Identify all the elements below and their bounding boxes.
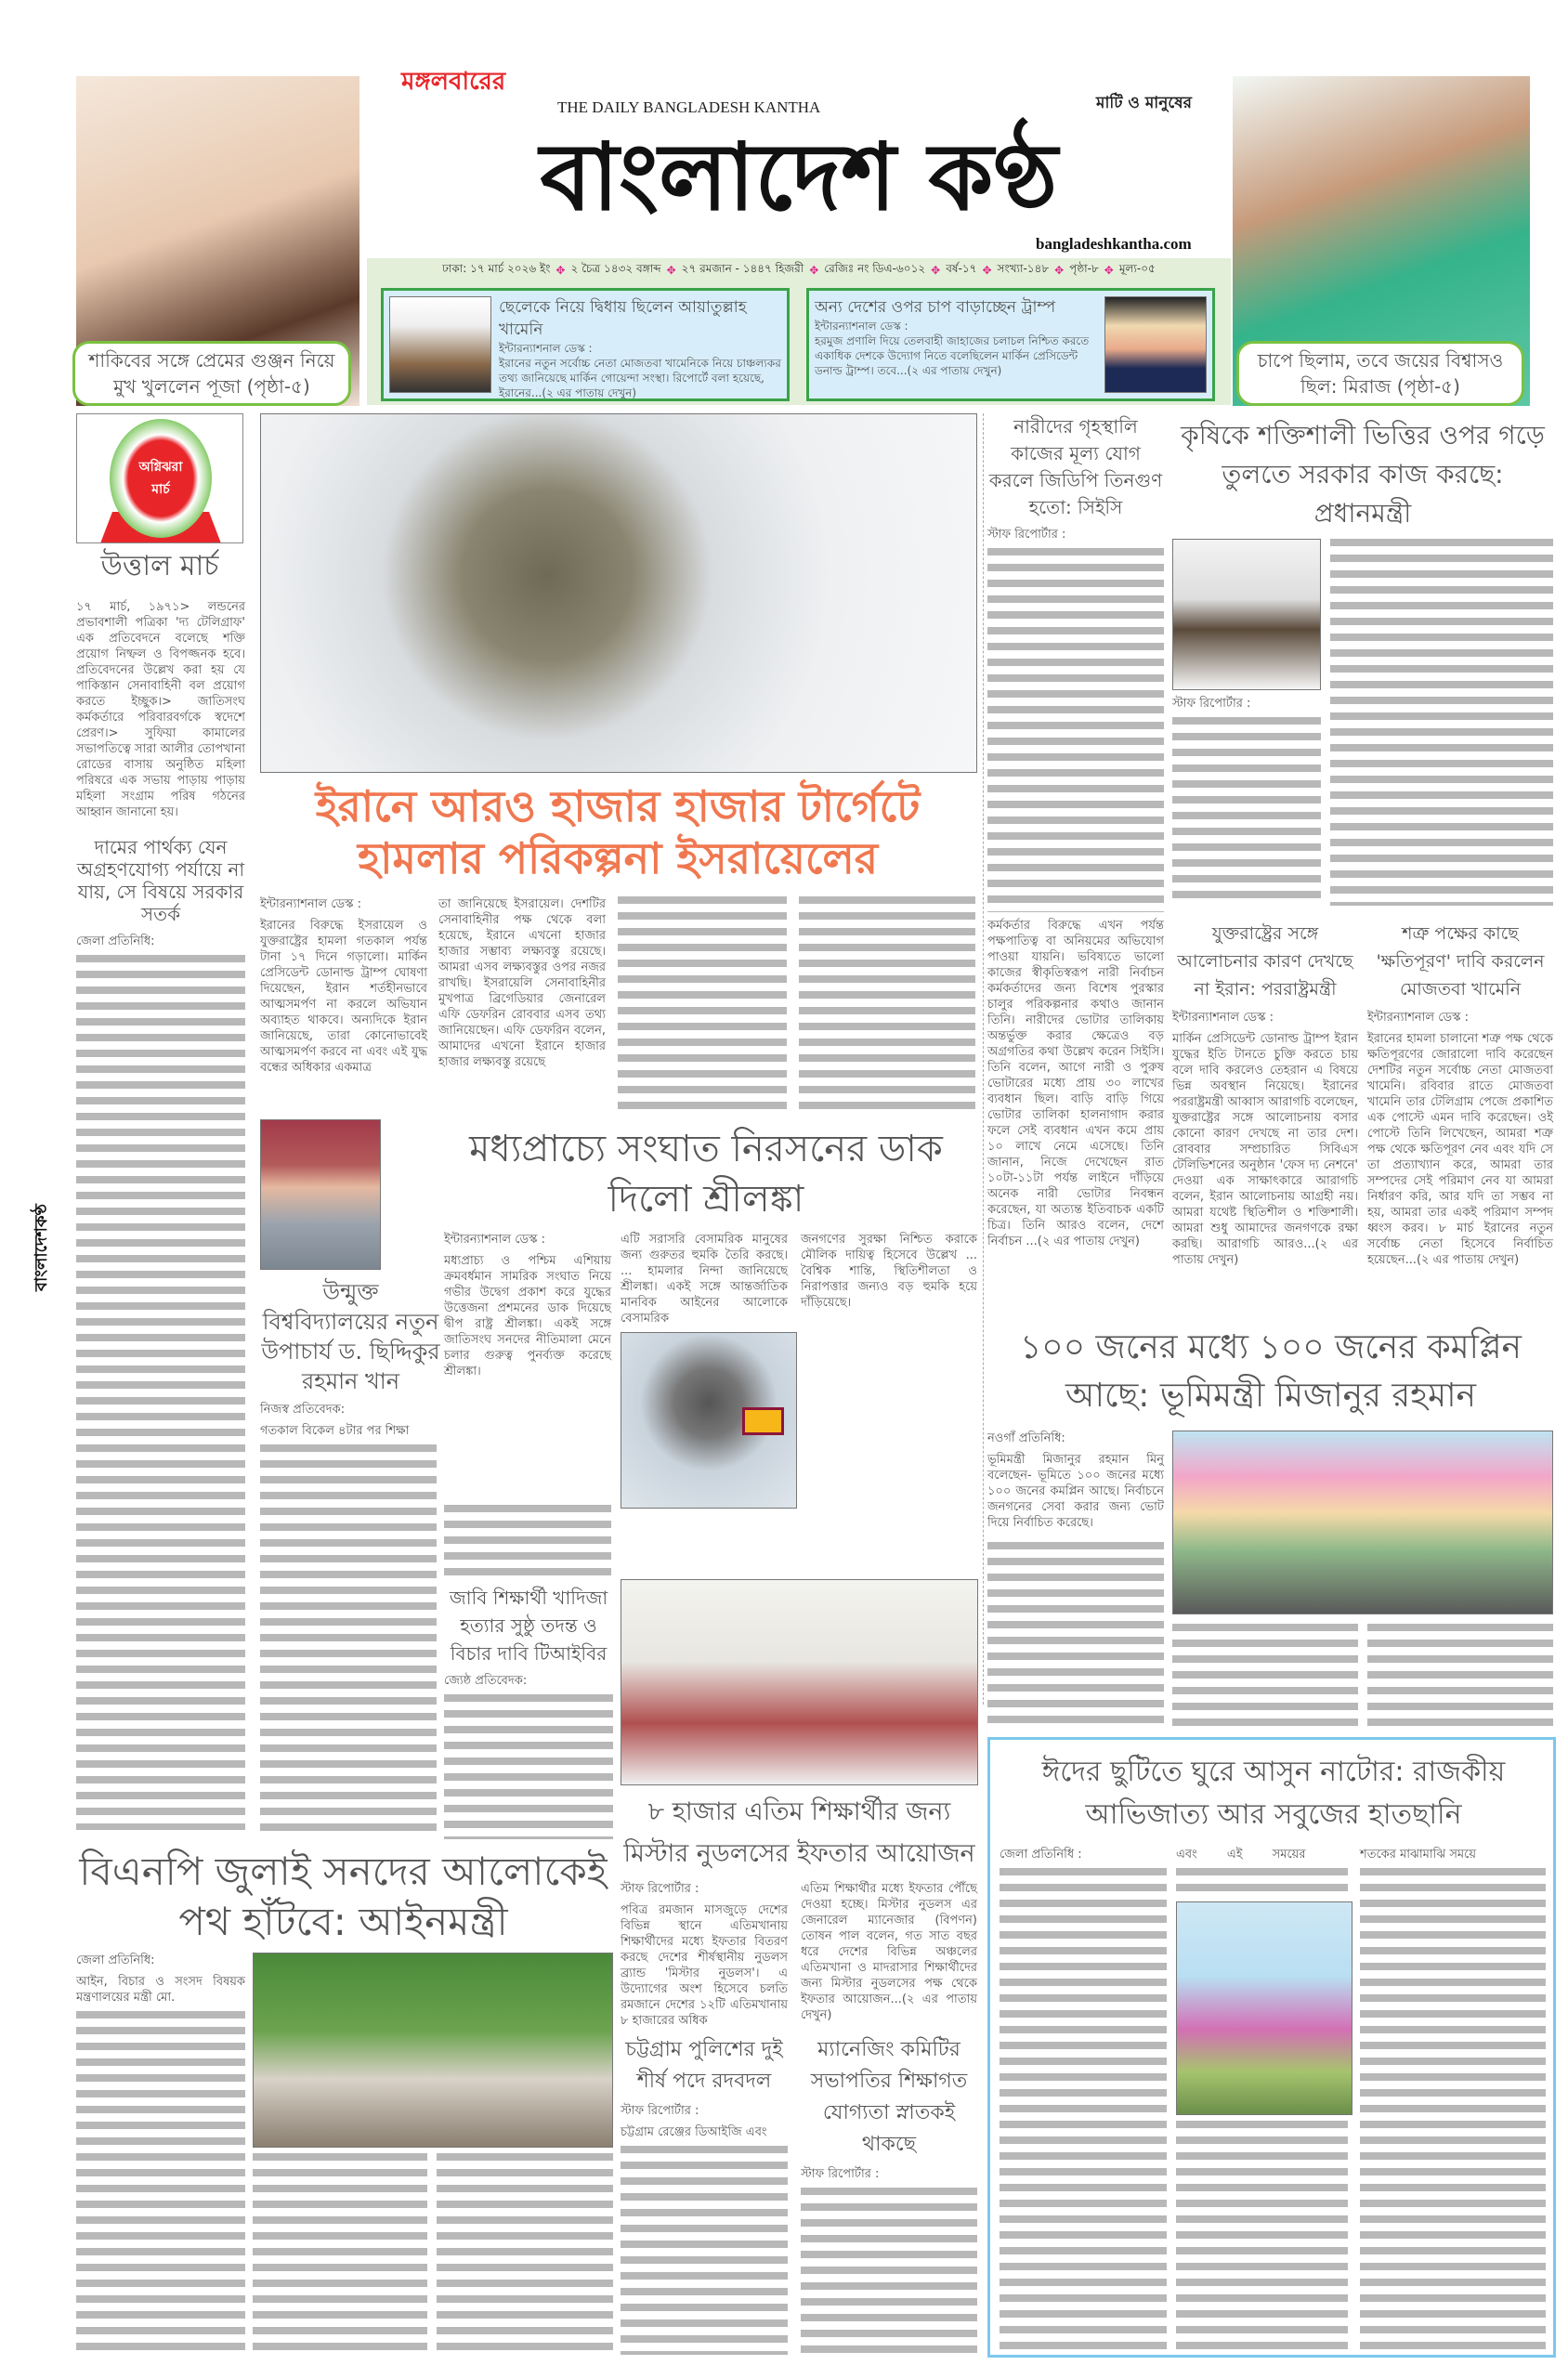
teaser-trump[interactable] <box>806 288 1215 401</box>
bnp-byline: জেলা প্রতিনিধি: <box>76 1953 155 1967</box>
eid-feature-box <box>987 1737 1556 2358</box>
price-headline[interactable]: দামের পার্থক্য যেন অগ্রহণযোগ্য পর্যায়ে না যায়, সে বিষয়ে সরকার সতর্ক <box>76 836 245 925</box>
trump-photo <box>1104 296 1207 393</box>
tagline: মাটি ও মানুষের <box>1096 94 1192 112</box>
compensation-byline: ইন্টারন্যাশনাল ডেস্ক : <box>1367 1011 1469 1025</box>
jabi-byline: জ্যেষ্ঠ প্রতিবেদক: <box>444 1674 528 1688</box>
dateline-item: বর্ষ-১৭ <box>946 262 977 275</box>
ear-right-photo[interactable] <box>1233 76 1530 406</box>
us-talks-body: মার্কিন প্রেসিডেন্ট ডোনাল্ড ট্রাম্প ইরান যুদ্ধের ইতি টানতে চুক্তি করতে চায় বলে দাবি করলেও তেহরান এ বিষয়ে ভিন্ন অবস্থান নিয়েছে। ইরানের পররাষ্ট্রমন্ত্রী আব্বাস আরাগচি বলেছেন, যুক্তরাষ্ট্রের সঙ্গে আলোচনায় বসার কোনো কারণ দেখছে না তার দেশ। রোববার সম্প্রচারিত সিবিএস টেলিভিশনের অনুষ্ঠান 'ফেস দ্য নেশনে' দেওয়া এক সাক্ষাৎকারে আরাগচি বলেন, ইরান আলোচনায় আগ্রহী নয়। আমরা যথেষ্ট স্থিতিশীল ও শক্তিশালী। আমরা শুধু আমাদের জনগণকে রক্ষা করছি। আরাগচি আরও...(২ এর পাতায় দেখুন) <box>1172 1032 1358 1267</box>
teaser-body: ইরানের নতুন সর্বোচ্চ নেতা মোজতবা খামেনিকে নিয়ে চাঞ্চল্যকর তথ্য জানিয়েছে মার্কিন গোয়েন্দা সংস্থা। রিপোর্টে বলা হয়েছে, ইরানের...(২ এর পাতায় দেখুন) <box>499 357 781 399</box>
ctg-headline[interactable]: চট্টগ্রাম পুলিশের দুই শীর্ষ পদে রদবদল <box>625 2038 783 2093</box>
explosion-photo <box>621 1332 797 1509</box>
teaser-byline: ইন্টারন্যাশনাল ডেস্ক : <box>499 342 593 355</box>
agnijhora-march-logo <box>76 413 243 543</box>
jabi-headline[interactable]: জাবি শিক্ষার্থী খাদিজা হত্যার সুষ্ঠু তদন্ত ও বিচার দাবি টিআইবির <box>449 1587 608 1665</box>
vc-photo <box>260 1119 381 1270</box>
website[interactable]: bangladeshkantha.com <box>1036 235 1192 253</box>
march-body: ১৭ মার্চ, ১৯৭১> লন্ডনের প্রভাবশালী পত্রিকা 'দ্য টেলিগ্রাফ' এক প্রতিবেদনে বলেছে শক্তি প্রয়োগ নিষ্ফল ও বিপজ্জনক হবে। প্রতিবেদনের উল্লেখ করা হয় যে পাকিস্তান সেনাবাহিনী বল প্রয়োগ করতে ইচ্ছুক।> জাতিসংঘ কর্মকর্তারে পরিবারবর্গকে স্বদেশে প্রেরণ।> সুফিয়া কামালের সভাপতিত্বে সারা আলীর তোপখানা রোডের বাসায় অনুষ্ঠিত মহিলা পরিষরে এক সভায় পাড়ায় পাড়ায় মহিলা সংগ্রাম পরিষ গঠনের আহ্বান জানানো হয়। <box>76 600 245 819</box>
us-talks-byline: ইন্টারন্যাশনাল ডেস্ক : <box>1172 1011 1274 1025</box>
krishi-byline: স্টাফ রিপোর্টার : <box>1172 697 1251 711</box>
iran-col1: ইরানের বিরুদ্ধে ইসরায়েল ও যুক্তরাষ্ট্রের হামলা গতকাল পর্যন্ত টানা ১৭ দিনে গড়ালো। মার্কিন প্রেসিডেন্ট ডোনাল্ড ট্রাম্প ঘোষণা দিয়েছেন, ইরান শর্তহীনভাবে আত্মসমর্পণ না করলে অভিযান অব্যাহত থাকবে। অন্যদিকে ইরান জানিয়েছে, তারা কোনোভাবেই আত্মসমর্পণ করবে না এবং এই যুদ্ধ বন্ধের অধিকার একমাত্র <box>260 919 427 1075</box>
khamenei-photo <box>389 296 491 393</box>
srilanka-col1: মধ্যপ্রাচ্য ও পশ্চিম এশিয়ায় ক্রমবর্ধমান সামরিক সংঘাত নিয়ে গভীর উদ্বেগ প্রকাশ করে যুদ্ধের উত্তেজনা প্রশমনের ডাক দিয়েছে দ্বীপ রাষ্ট্র শ্রীলঙ্কা। একই সঙ্গে জাতিসংঘ সনদের নীতিমালা মেনে চলার গুরুত্ব পুনর্ব্যক্ত করেছে শ্রীলঙ্কা। <box>444 1254 611 1378</box>
dateline-item: ২ চৈত্র ১৪৩২ বঙ্গাব্দ <box>570 262 661 275</box>
iftar-photo[interactable] <box>621 1579 978 1785</box>
srilanka-flag-icon <box>742 1407 784 1435</box>
srilanka-col3: জনগণের সুরক্ষা নিশ্চিত করাকে মৌলিক দায়িত্ব হিসেবে উল্লেখ ... বৈশ্বিক শান্তি, স্থিতিশীলতা ও নিরাপত্তার জন্যও বড় হুমকি হয়ে দাঁড়িয়েছে। <box>801 1233 977 1310</box>
compensation-headline[interactable]: শত্রু পক্ষের কাছে 'ক্ষতিপূরণ' দাবি করলেন মোজতবা খামেনি <box>1376 923 1545 1000</box>
eid-col3-lead: শতকের মাঝামাঝি সময়ে <box>1360 1848 1477 1862</box>
university-headline[interactable]: উন্মুক্ত বিশ্ববিদ্যালয়ের নতুন উপাচার্য ড. ছিদ্দিকুর রহমান খান <box>261 1279 440 1394</box>
iran-byline: ইন্টারন্যাশনাল ডেস্ক : <box>260 897 361 911</box>
ear-left-photo[interactable] <box>76 76 359 406</box>
teaser-title: অন্য দেশের ওপর চাপ বাড়াচ্ছেন ট্রাম্প <box>815 298 1056 317</box>
iftar-headline[interactable]: ৮ হাজার এতিম শিক্ষার্থীর জন্য মিস্টার নুডলসের ইফতার আয়োজন <box>623 1797 975 1868</box>
land-photo[interactable] <box>1172 1431 1553 1614</box>
bnp-photo[interactable] <box>253 1953 613 2148</box>
women-body: কর্মকর্তার বিরুদ্ধে এখন পর্যন্ত পক্ষপাতিত্ব বা অনিয়মের অভিযোগ পাওয়া যায়নি। ভবিষ্যতে ভালো কাজের স্বীকৃতিস্বরূপ নারী নির্বাচন কর্মকর্তাদের জন্য বিশেষ পুরস্কার চালুর পরিকল্পনার কথাও জানান তিনি। নারীদের ভোটার তালিকায় অন্তর্ভুক্ত করার ক্ষেত্রেও বড় অগ্রগতির কথা উল্লেখ করেন সিইসি। তিনি বলেন, আগে নারী ও পুরুষ ভোটারের মধ্যে প্রায় ৩০ লাখের ব্যবধান ছিল। বাড়ি বাড়ি গিয়ে ভোটার তালিকা হালনাগাদ করার ফলে সেই ব্যবধান এখন কমে প্রায় ১০ লাখে নেমে এসেছে। তিনি জানান, নিজে দেখেছেন রাত ১০টা-১১টা পর্যন্ত লাইনে দাঁড়িয়ে অনেক নারী ভোটার নিবন্ধন করেছেন, যা অত্যন্ত ইতিবাচক একটি চিত্র। তিনি আরও বলেন, দেশে নির্বাচন ...(২ এর পাতায় দেখুন) <box>987 919 1164 1248</box>
eid-byline: জেলা প্রতিনিধি : <box>1000 1848 1082 1862</box>
teaser-title: ছেলেকে নিয়ে দ্বিধায় ছিলেন আয়াতুল্লাহ খামেনি <box>499 298 747 339</box>
land-byline: নওগাঁ প্রতিনিধি: <box>987 1431 1065 1445</box>
dateline-item: ঢাকা: ১৭ মার্চ ২০২৬ ইং <box>442 262 551 275</box>
bnp-headline[interactable]: বিএনপি জুলাই সনদের আলোকেই পথ হাঁটবে: আইনমন্ত্রী <box>79 1849 608 1944</box>
iran-col3 <box>618 896 787 1110</box>
dateline-item: সংখ্যা-১৪৮ <box>997 262 1050 275</box>
committee-byline: স্টাফ রিপোর্টার : <box>801 2167 880 2181</box>
srilanka-col2: এটি সরাসরি বেসামরিক মানুষের জন্য গুরুতর হুমকি তৈরি করছে। ... হামলার নিন্দা জানিয়েছে শ্রীলঙ্কা। একই সঙ্গে আন্তর্জাতিক মানবিক আইনের আলোকে বেসামরিক <box>621 1233 788 1326</box>
dateline-item: মূল্য-০৫ <box>1118 262 1156 275</box>
women-byline: স্টাফ রিপোর্টার : <box>987 528 1066 542</box>
women-headline[interactable]: নারীদের গৃহস্থালি কাজের মূল্য যোগ করলে জিডিপি তিনগুণ হতো: সিইসি <box>988 415 1163 518</box>
university-body: গতকাল বিকেল ৪টার পর শিক্ষা <box>260 1424 410 1438</box>
ctg-body: চট্টগ্রাম রেঞ্জের ডিআইজি এবং <box>621 2125 767 2139</box>
srilanka-headline[interactable]: মধ্যপ্রাচ্যে সংঘাত নিরসনের ডাক দিলো শ্রীলঙ্কা <box>469 1128 943 1221</box>
bnp-body: আইন, বিচার ও সংসদ বিষয়ক মন্ত্রণালয়ের মন্ত্রী মো. <box>76 1975 245 2005</box>
us-talks-headline[interactable]: যুক্তরাষ্ট্রের সঙ্গে আলোচনার কারণ দেখছে না ইরান: পররাষ্ট্রমন্ত্রী <box>1177 923 1353 1000</box>
teaser-khamenei[interactable] <box>381 288 790 401</box>
eid-photo[interactable] <box>1176 1901 1352 2115</box>
teaser-byline: ইন্টারন্যাশনাল ডেস্ক : <box>815 320 908 333</box>
krishi-headline[interactable]: কৃষিকে শক্তিশালী ভিত্তির ওপর গড়ে তুলতে সরকার কাজ করছে: প্রধানমন্ত্রী <box>1181 420 1545 529</box>
iran-col2: তা জানিয়েছে ইসরায়েল। দেশটির সেনাবাহিনীর পক্ষ থেকে বলা হয়েছে, ইরানে এখনো হাজার হাজার সম্ভাব্য লক্ষ্যবস্তু রয়েছে। আমরা এসব লক্ষ্যবস্তুর ওপর নজর রাখছি। ইসরায়েলি সেনাবাহিনীর মুখপাত্র ব্রিগেডিয়ার জেনারেল এফি ডেফরিন রোববার এসব তথ্য জানিয়েছেন। এফি ডেফরিন বলেন, আমাদের এখনো ইরানে হাজার হাজার লক্ষ্যবস্তু রয়েছে <box>438 897 606 1069</box>
teaser-body: হরমুজ প্রণালি দিয়ে তেলবাহী জাহাজের চলাচল নিশ্চিত করতে একাধিক দেশকে উদ্যোগ নিতে বলেছিলেন মার্কিন প্রেসিডেন্ট ডনাল্ড ট্রাম্প। তবে...(২ এর পাতায় দেখুন) <box>815 334 1090 377</box>
vertical-logo: বাংলাদেশকণ্ঠ <box>32 1203 51 1291</box>
dateline-bar: ঢাকা: ১৭ মার্চ ২০২৬ ইং ✥ ২ চৈত্র ১৪৩২ বঙ্গাব্দ ✥ ২৭ রমজান - ১৪৪৭ হিজরী ✥ রেজিঃ নং ডিএ-৬০১২ ✥ বর্ষ-১৭ ✥ সংখ্যা-১৪৮ ✥ পৃষ্ঠা-৮ ✥ মূল্য-০৫ <box>367 258 1231 282</box>
compensation-body: ইরানের হামলা চালানো শত্রু পক্ষ থেকে ক্ষতিপূরণের জোরালো দাবি করেছেন দেশটির নতুন সর্বোচ্চ নেতা মোজতবা খামেনি। রবিবার রাতে মোজতবা খামেনি তার টেলিগ্রাম পেজে প্রকাশিত এক পোস্টে এমন দাবি করেছেন। ওই পোস্টে তিনি লিখেছেন, আমরা শত্রু পক্ষ থেকে ক্ষতিপূরণ নেব এবং যদি সে তা প্রত্যাখ্যান করে, আমরা তার সম্পদের সেই পরিমাণ নেব যা আমরা নির্ধারণ করি, আর যদি তা সম্ভব না হয়, আমরা তার একই পরিমাণ সম্পদ ধ্বংস করব। ৮ মার্চ ইরানের নতুন সর্বোচ্চ নেতা হিসেবে নির্বাচিত হয়েছেন...(২ এর পাতায় দেখুন) <box>1367 1032 1553 1267</box>
ear-right-caption[interactable]: চাপে ছিলাম, তবে জয়ের বিশ্বাসও ছিল: মিরাজ (পৃষ্ঠা-৫) <box>1236 341 1524 406</box>
main-photo-soldier[interactable] <box>260 413 977 773</box>
eid-headline[interactable]: ঈদের ছুটিতে ঘুরে আসুন নাটোর: রাজকীয় আভিজাত্য আর সবুজের হাতছানি <box>1041 1756 1506 1831</box>
dateline-item: পৃষ্ঠা-৮ <box>1069 262 1099 275</box>
pm-photo <box>1172 539 1321 690</box>
iran-col4 <box>799 896 975 1110</box>
land-body: ভূমিমন্ত্রী মিজানুর রহমান মিনু বলেছেন- ভূমিতে ১০০ জনের মধ্যে ১০০ জনের কমপ্লিন আছে। নির্বাচনে জনগনের সেবা করার জন্য ভোট দিয়ে নির্বাচিত করেছে। <box>987 1453 1164 1530</box>
iftar-col2: এতিম শিক্ষার্থীর মধ্যে ইফতার পৌঁছে দেওয়া হচ্ছে। মিস্টার নুডলস এর জেনারেল ম্যানেজার (বিপণন) তোষন পাল বলেন, গত সাত বছর ধরে দেশের বিভিন্ন অঞ্চলের এতিমখানা ও মাদরাসার শিক্ষার্থীদের জন্য মিস্টার নুডলসের পক্ষ থেকে ইফতার আয়োজন...(২ এর পাতায় দেখুন) <box>801 1882 977 2022</box>
university-byline: নিজস্ব প্রতিবেদক: <box>260 1403 346 1417</box>
ear-left-caption[interactable]: শাকিবের সঙ্গে প্রেমের গুঞ্জন নিয়ে মুখ খুললেন পূজা (পৃষ্ঠা-৫) <box>72 341 351 406</box>
dateline-item: ২৭ রমজান - ১৪৪৭ হিজরী <box>681 262 804 275</box>
iran-headline[interactable]: ইরানে আরও হাজার হাজার টার্গেটে হামলার পরিকল্পনা ইসরায়েলের <box>315 781 921 883</box>
masthead-title[interactable]: বাংলাদেশ কণ্ঠ <box>540 123 1058 231</box>
iftar-col1: পবিত্র রমজান মাসজুড়ে দেশের বিভিন্ন স্থানে এতিমখানায় শিক্ষার্থীদের মধ্যে ইফতার বিতরণ করছে দেশের শীর্ষস্থানীয় নুডলস ব্র্যান্ড 'মিস্টার নুডলস'। এ উদ্যোগের অংশ হিসেবে চলতি রমজানে দেশের ১২টি এতিমখানায় ৮ হাজারের অধিক <box>621 1903 788 2028</box>
committee-headline[interactable]: ম্যানেজিং কমিটির সভাপতির শিক্ষাগত যোগ্যতা স্নাতকই থাকছে <box>810 2038 968 2156</box>
srilanka-byline: ইন্টারন্যাশনাল ডেস্ক : <box>444 1233 545 1247</box>
ctg-byline: স্টাফ রিপোর্টার : <box>621 2104 699 2118</box>
eid-col2-lead: এবং এই সময়ের <box>1176 1848 1306 1862</box>
price-body <box>76 955 245 1830</box>
english-name: THE DAILY BANGLADESH KANTHA <box>557 98 821 116</box>
weekday-label: মঙ্গলবারের <box>401 68 506 96</box>
price-byline: জেলা প্রতিনিধি: <box>76 934 155 948</box>
logo-text: অগ্নিঝরা মার্চ <box>138 460 183 497</box>
iftar-byline: স্টাফ রিপোর্টার : <box>621 1882 699 1896</box>
land-headline[interactable]: ১০০ জনের মধ্যে ১০০ জনের কমপ্লিন আছে: ভূমিমন্ত্রী মিজানুর রহমান <box>1019 1328 1522 1415</box>
march-section-title: উত্তাল মার্চ <box>100 550 219 582</box>
dateline-item: রেজিঃ নং ডিএ-৬০১২ <box>824 262 926 275</box>
